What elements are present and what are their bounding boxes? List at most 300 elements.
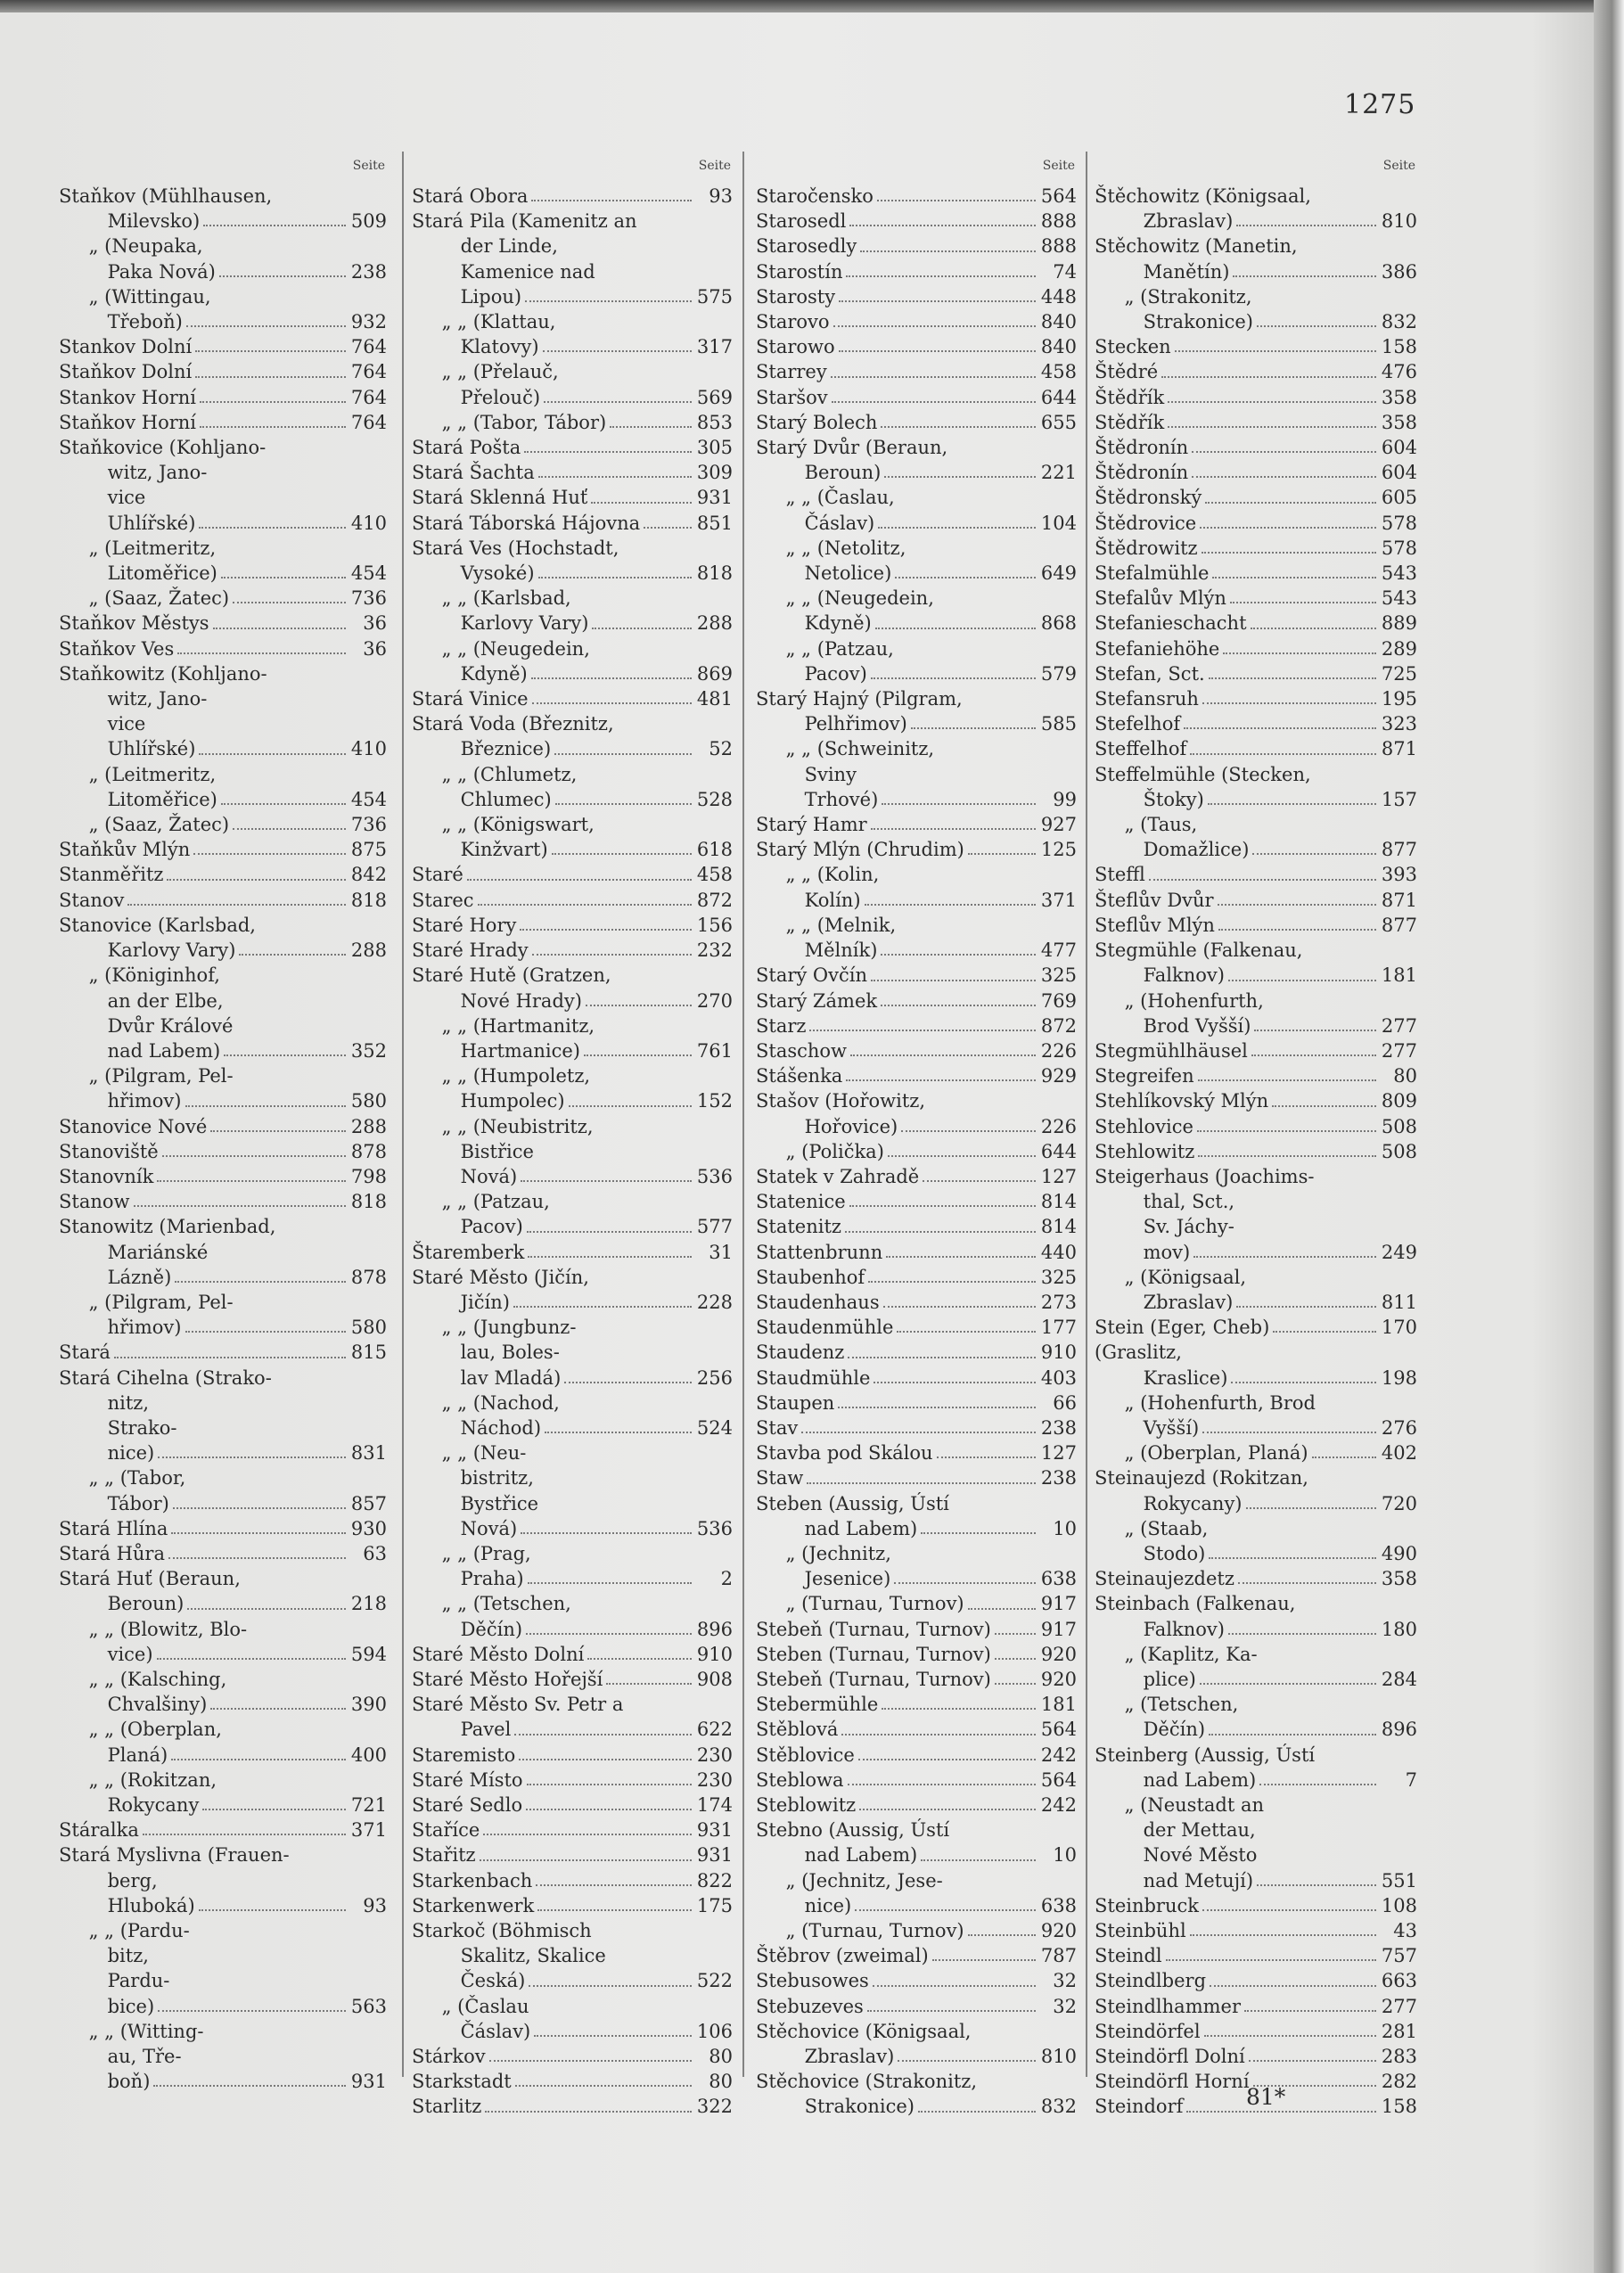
dot-leader (911, 711, 1036, 729)
entry-page-number: 125 (1040, 839, 1077, 861)
entry-place-name: Stará Hůra (59, 1542, 165, 1564)
entry-place-name: Karlovy Vary) (107, 940, 236, 962)
entry-place-name: Staročensko (756, 185, 874, 207)
index-entry (1095, 938, 1417, 988)
index-entry (59, 762, 387, 812)
entry-place-name: Sv. Jáchy- (1143, 1216, 1234, 1238)
page-column-header: Seite (698, 159, 731, 173)
dot-leader (483, 1818, 692, 1835)
entry-place-name: Falknov) (1143, 1618, 1225, 1640)
entry-page-number: 158 (1381, 336, 1417, 358)
entry-page-number: 238 (1040, 1467, 1077, 1489)
index-entry (756, 1717, 1077, 1742)
index-entry (1095, 435, 1417, 460)
entry-place-name: Staré Město Hořejší (412, 1668, 603, 1690)
index-entry (59, 888, 387, 913)
index-entry (756, 1391, 1077, 1415)
entry-place-name: „ (Leitmeritz, (88, 763, 217, 785)
dot-leader (199, 736, 346, 754)
entry-place-name: Stefan, Sct. (1095, 662, 1205, 685)
dot-leader (213, 611, 346, 628)
entry-place-name: Domažlice) (1143, 839, 1250, 861)
index-entry (1095, 536, 1417, 561)
entry-page-number: 929 (1040, 1065, 1077, 1087)
index-entry (756, 359, 1077, 384)
entry-place-name: Děčín) (1143, 1719, 1206, 1741)
index-entry (1095, 410, 1417, 435)
entry-place-name: Zbraslav) (804, 2046, 895, 2068)
dot-leader (875, 611, 1036, 628)
index-entry (412, 1793, 733, 1818)
entry-place-name: Stáralka (59, 1819, 139, 1842)
index-entry (59, 1214, 387, 1290)
dot-leader (839, 284, 1036, 302)
entry-page-number: 74 (1053, 260, 1077, 283)
entry-place-name: Štědronín (1095, 462, 1189, 484)
dot-leader (867, 1994, 1036, 2012)
dot-leader (519, 1743, 692, 1760)
entry-place-name: Rokycany) (1143, 1492, 1243, 1514)
dot-leader (932, 1943, 1036, 1961)
index-entry (59, 1918, 387, 2019)
scan-edge-right (1594, 0, 1624, 2273)
entry-place-name: Starkenbach (412, 1869, 533, 1891)
scan-edge-top (0, 0, 1624, 12)
index-entry (59, 234, 387, 283)
entry-place-name: Staupen (756, 1391, 835, 1414)
dot-leader (538, 561, 692, 579)
index-entry (756, 234, 1077, 258)
entry-place-name: „ „ (Chlumetz, (441, 763, 578, 785)
entry-place-name: Steffelhof (1095, 738, 1187, 760)
dot-leader (1257, 309, 1376, 327)
entry-place-name: Starosedly (756, 235, 857, 258)
entry-page-number: 305 (696, 437, 733, 459)
index-entry (756, 385, 1077, 410)
index-entry (756, 1315, 1077, 1340)
dot-leader (1228, 963, 1376, 981)
entry-place-name: Šteflův Dvůr (1095, 889, 1214, 911)
dot-leader (480, 1842, 692, 1860)
index-entry (756, 334, 1077, 359)
entry-place-name: Březnice) (460, 738, 552, 760)
entry-page-number: 175 (696, 1894, 733, 1916)
entry-page-number: 536 (696, 1517, 733, 1539)
entry-place-name: plice) (1143, 1668, 1196, 1690)
entry-place-name: „ (Jechnitz, Jese- (785, 1869, 943, 1891)
entry-place-name: Netolice) (804, 562, 892, 585)
index-entry (1095, 812, 1417, 862)
dot-leader (1192, 435, 1376, 453)
dot-leader (995, 1617, 1036, 1635)
entry-place-name: Stěchovice (Strakonitz, (756, 2071, 977, 2093)
index-entry (1095, 1591, 1417, 1641)
entry-page-number: 36 (363, 637, 387, 660)
index-entry (1095, 1139, 1417, 1164)
entry-place-name: Staršov (756, 386, 828, 408)
entry-place-name: Starý Hamr (756, 814, 867, 836)
index-entry (59, 1063, 387, 1113)
entry-place-name: Stará Cihelna (Strako- (59, 1366, 272, 1389)
dot-leader (233, 586, 346, 603)
index-entry (756, 1189, 1077, 1214)
index-entry (756, 1617, 1077, 1642)
dot-leader (1218, 913, 1376, 931)
index-entry (1095, 234, 1417, 283)
entry-place-name: Starostín (756, 260, 843, 283)
dot-leader (858, 1743, 1036, 1760)
entry-page-number: 769 (1040, 989, 1077, 1012)
dot-leader (809, 1013, 1036, 1031)
dot-leader (871, 963, 1036, 981)
entry-place-name: nad Labem) (804, 1517, 918, 1539)
entry-page-number: 853 (696, 411, 733, 433)
entry-page-number: 872 (1040, 1014, 1077, 1037)
entry-place-name: Stattenbrunn (756, 1241, 883, 1263)
entry-place-name: Planá) (107, 1744, 168, 1766)
entry-place-name: „ „ (Humpoletz, (441, 1065, 591, 1087)
index-entry (756, 284, 1077, 309)
index-entry (412, 1994, 733, 2044)
dot-leader (537, 1893, 692, 1911)
dot-leader (918, 2094, 1036, 2112)
index-entry (756, 1088, 1077, 1138)
dot-leader (1236, 1290, 1376, 1308)
entry-place-name: Starkstadt (412, 2071, 512, 2093)
entry-place-name: Děčín) (460, 1618, 523, 1640)
dot-leader (886, 1240, 1036, 1258)
index-entry (412, 410, 733, 435)
entry-page-number: 106 (696, 2020, 733, 2042)
entry-place-name: Starý Ovčín (756, 964, 868, 987)
entry-place-name: Staudenmühle (756, 1317, 894, 1339)
dot-leader (171, 1516, 346, 1534)
dot-leader (874, 1366, 1036, 1383)
index-entry (1095, 485, 1417, 510)
entry-place-name: Starý Bolech (756, 411, 878, 433)
entry-place-name: „ „ (Jungbunz- (441, 1317, 577, 1339)
entry-page-number: 920 (1040, 1643, 1077, 1665)
index-entry (412, 460, 733, 485)
entry-page-number: 577 (696, 1216, 733, 1238)
entry-page-number: 842 (350, 864, 387, 886)
entry-place-name: Hluboká) (107, 1894, 195, 1916)
entry-page-number: 238 (350, 260, 387, 283)
entry-page-number: 644 (1040, 386, 1077, 408)
entry-page-number: 80 (709, 2046, 733, 2068)
index-entry (1095, 1391, 1417, 1440)
entry-place-name: „ „ (Neugedein, (441, 637, 590, 660)
dot-leader (544, 385, 692, 403)
entry-page-number: 618 (696, 839, 733, 861)
dot-leader (1223, 636, 1376, 654)
entry-place-name: Stanoviště (59, 1140, 159, 1162)
entry-place-name: „ (Staab, (1124, 1517, 1209, 1539)
entry-place-name: Stará Vinice (412, 688, 529, 710)
dot-leader (882, 1692, 1036, 1710)
entry-place-name: Štědrowitz (1095, 537, 1198, 559)
entry-place-name: „ „ (Tabor, (88, 1467, 186, 1489)
dot-leader (1252, 837, 1376, 855)
dot-leader (1244, 1994, 1376, 2012)
entry-place-name: Stará Hlína (59, 1517, 168, 1539)
index-entry (412, 1768, 733, 1793)
index-entry (756, 209, 1077, 234)
dot-leader (850, 1038, 1036, 1056)
entry-place-name: vice) (107, 1643, 153, 1665)
index-entry (412, 1013, 733, 1063)
entry-page-number: 822 (696, 1869, 733, 1891)
dot-leader (186, 309, 346, 327)
dot-leader (1161, 359, 1376, 377)
entry-place-name: Stará (59, 1342, 111, 1364)
entry-page-number: 230 (696, 1744, 733, 1766)
entry-place-name: „ „ (Nachod, (441, 1391, 560, 1414)
index-entry (756, 1768, 1077, 1793)
entry-page-number: 390 (350, 1694, 387, 1716)
index-entry (412, 435, 733, 460)
dot-leader (584, 1038, 692, 1056)
index-entry (59, 862, 387, 887)
entry-place-name: Stav (756, 1416, 799, 1439)
index-entry (756, 1366, 1077, 1391)
entry-page-number: 325 (1040, 1266, 1077, 1288)
dot-leader (1233, 259, 1376, 277)
index-entry (59, 636, 387, 661)
dot-leader (1246, 1491, 1377, 1509)
entry-place-name: Třeboň) (107, 311, 183, 333)
entry-place-name: Staw (756, 1467, 804, 1489)
index-entry (412, 184, 733, 209)
entry-page-number: 218 (350, 1593, 387, 1615)
dot-leader (845, 1214, 1036, 1232)
index-entry (756, 812, 1077, 837)
entry-place-name: Staubenhof (756, 1266, 865, 1288)
dot-leader (157, 1642, 346, 1660)
entry-place-name: Stará Huť (Beraun, (59, 1568, 241, 1590)
index-entry (412, 636, 733, 686)
index-column-2 (412, 148, 733, 2120)
entry-page-number: 358 (1381, 411, 1417, 433)
dot-leader (1209, 1717, 1376, 1735)
dot-leader (846, 259, 1036, 277)
index-entry (412, 1667, 733, 1692)
entry-page-number: 649 (1040, 562, 1077, 585)
dot-leader (564, 1366, 692, 1383)
entry-place-name: Štědrovice (1095, 512, 1197, 534)
entry-place-name: Pacov) (460, 1216, 523, 1238)
entry-place-name: thal, Sct., (1143, 1191, 1235, 1213)
entry-place-name: Litoměřice) (107, 562, 217, 585)
entry-place-name: Steindörfel (1095, 2020, 1201, 2042)
entry-page-number: 371 (350, 1819, 387, 1842)
entry-page-number: 152 (696, 1090, 733, 1112)
dot-leader (168, 1541, 346, 1559)
entry-place-name: „ (Oberplan, Planá) (1124, 1442, 1308, 1465)
entry-page-number: 322 (696, 2096, 733, 2118)
entry-page-number: 764 (350, 386, 387, 408)
dot-leader (882, 787, 1036, 805)
dot-leader (1249, 2044, 1376, 2062)
dot-leader (921, 1516, 1036, 1534)
entry-place-name: lav Mladá) (460, 1366, 562, 1389)
entry-place-name: „ „ (Rokitzan, (88, 1768, 217, 1791)
entry-page-number: 810 (1040, 2046, 1077, 2068)
entry-place-name: Zbraslav) (1143, 1291, 1234, 1313)
index-entry (1095, 1566, 1417, 1591)
entry-place-name: Stěchowitz (Manetin, (1095, 235, 1298, 258)
dot-leader (1230, 586, 1376, 603)
index-entry (756, 1692, 1077, 1717)
entry-place-name: „ (Kaplitz, Ka- (1124, 1643, 1258, 1665)
index-entry (412, 2094, 733, 2119)
entry-place-name: Staňkov Horní (59, 411, 197, 433)
entry-place-name: Stein (Eger, Cheb) (1095, 1317, 1270, 1339)
entry-place-name: „ (Strakonitz, (1124, 285, 1252, 308)
index-entry (412, 511, 733, 536)
entry-place-name: Chvalšiny) (107, 1694, 208, 1716)
entry-place-name: Steindorf (1095, 2096, 1184, 2118)
entry-page-number: 736 (350, 814, 387, 836)
entry-place-name: Starý Zámek (756, 989, 878, 1012)
dot-leader (219, 259, 346, 277)
dot-leader (513, 1290, 692, 1308)
entry-page-number: 889 (1381, 612, 1417, 635)
dot-leader (195, 334, 346, 352)
index-entry (59, 1768, 387, 1818)
entry-page-number: 288 (350, 940, 387, 962)
index-entry (59, 359, 387, 384)
entry-page-number: 358 (1381, 386, 1417, 408)
entry-page-number: 273 (1040, 1291, 1077, 1313)
dot-leader (849, 209, 1036, 226)
index-entry (756, 989, 1077, 1013)
dot-leader (848, 1340, 1036, 1358)
entry-place-name: boň) (107, 2071, 151, 2093)
entry-place-name: Stará Sklenná Huť (412, 487, 588, 509)
entry-place-name: Jesenice) (804, 1568, 891, 1590)
entry-page-number: 282 (1381, 2071, 1417, 2093)
entry-place-name: Staňkowitz (Kohljano- (59, 662, 267, 685)
entry-page-number: 814 (1040, 1216, 1077, 1238)
index-entry (1095, 989, 1417, 1038)
entry-place-name: „ (Turnau, Turnov) (785, 1593, 964, 1615)
entry-place-name: Kinžvart) (460, 839, 548, 861)
index-entry (1095, 284, 1417, 334)
index-entry (412, 1818, 733, 1842)
entry-place-name: Stankov Dolní (59, 336, 193, 358)
index-entry (412, 536, 733, 586)
dot-leader (881, 410, 1036, 428)
entry-place-name: Milevsko) (107, 210, 201, 233)
entry-page-number: 579 (1040, 662, 1077, 685)
entry-page-number: 798 (350, 1165, 387, 1187)
entry-place-name: Steffelmühle (Stecken, (1095, 763, 1311, 785)
entry-page-number: 7 (1405, 1768, 1417, 1791)
dot-leader (1212, 561, 1376, 579)
entry-page-number: 371 (1040, 889, 1077, 911)
entry-place-name: bice) (107, 1995, 155, 2017)
entry-place-name: Steindörfl Dolní (1095, 2046, 1245, 2068)
entry-page-number: 323 (1381, 713, 1417, 735)
entry-page-number: 920 (1040, 1668, 1077, 1690)
entry-place-name: Steblowa (756, 1768, 844, 1791)
entry-place-name: mov) (1143, 1241, 1191, 1263)
entry-page-number: 917 (1040, 1618, 1077, 1640)
entry-page-number: 522 (696, 1970, 733, 1992)
index-entry (1095, 1994, 1417, 2019)
entry-page-number: 226 (1040, 1039, 1077, 1062)
entry-page-number: 448 (1040, 285, 1077, 308)
entry-place-name: Strakonice) (1143, 311, 1253, 333)
entry-place-name: der Linde, (460, 235, 558, 258)
entry-place-name: Stará Táborská Hájovna (412, 512, 641, 534)
entry-place-name: Stanovník (59, 1165, 154, 1187)
dot-leader (860, 234, 1036, 251)
entry-page-number: 180 (1381, 1618, 1417, 1640)
entry-place-name: Zbraslav) (1143, 210, 1234, 233)
entry-place-name: „ (Jechnitz, (785, 1542, 891, 1564)
entry-page-number: 358 (1381, 1568, 1417, 1590)
entry-place-name: Steffl (1095, 864, 1145, 886)
dot-leader (801, 1415, 1036, 1433)
entry-page-number: 910 (1040, 1342, 1077, 1364)
entry-place-name: Vysoké) (460, 562, 535, 585)
entry-place-name: Stěchovice (Königsaal, (756, 2020, 972, 2042)
entry-page-number: 551 (1381, 1869, 1417, 1891)
entry-page-number: 325 (1040, 964, 1077, 987)
entry-place-name: Stěblová (756, 1719, 839, 1741)
entry-place-name: Steinbruck (1095, 1894, 1199, 1916)
entry-page-number: 787 (1040, 1945, 1077, 1967)
entry-place-name: „ (Turnau, Turnov) (785, 1920, 964, 1942)
dot-leader (1204, 2019, 1376, 2037)
entry-page-number: 878 (350, 1266, 387, 1288)
entry-page-number: 831 (350, 1442, 387, 1465)
entry-place-name: Nová) (460, 1165, 518, 1187)
entry-page-number: 309 (696, 462, 733, 484)
dot-leader (846, 1063, 1036, 1081)
dot-leader (895, 561, 1036, 579)
entry-page-number: 410 (350, 738, 387, 760)
entry-page-number: 43 (1393, 1920, 1417, 1942)
entry-place-name: Stařitz (412, 1844, 476, 1867)
index-entry (756, 1214, 1077, 1239)
dot-leader (185, 1088, 347, 1106)
index-entry (59, 963, 387, 1063)
entry-page-number: 888 (1040, 235, 1077, 258)
index-entry (756, 1642, 1077, 1667)
entry-place-name: Čáslav) (804, 512, 875, 534)
entry-place-name: Náchod) (460, 1416, 542, 1439)
entry-page-number: 270 (696, 989, 733, 1012)
index-entry (412, 812, 733, 862)
index-entry (756, 913, 1077, 963)
entry-place-name: Klatovy) (460, 336, 539, 358)
entry-place-name: Stará Voda (Březnitz, (412, 713, 614, 735)
entry-place-name: nad Labem) (804, 1844, 918, 1867)
entry-place-name: Starrey (756, 361, 827, 383)
index-entry (1095, 611, 1417, 636)
entry-place-name: „ „ (Kolin, (785, 864, 880, 886)
dot-leader (1218, 888, 1376, 906)
entry-place-name: Staňkov Ves (59, 637, 175, 660)
index-entry (1095, 1114, 1417, 1139)
index-entry (756, 1868, 1077, 1918)
entry-page-number: 221 (1040, 462, 1077, 484)
entry-page-number: 174 (696, 1794, 733, 1816)
entry-place-name: Skalitz, Skalice (460, 1945, 606, 1967)
